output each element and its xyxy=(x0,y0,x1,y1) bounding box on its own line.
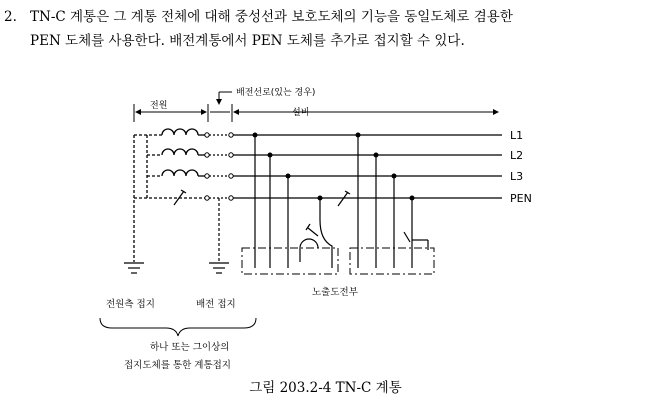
exposed-conductive-label: 노출도전부 xyxy=(312,287,358,298)
paragraph-line-2: PEN 도체를 사용한다. 배전계통에서 PEN 도체를 추가로 접지할 수 있다. xyxy=(30,33,465,49)
conductor-label-pen: PEN xyxy=(510,192,532,205)
earthing-note-line-2: 접지도체를 통한 계통접지 xyxy=(124,360,231,371)
dimension-lines xyxy=(134,92,498,122)
figure-caption: 그림 203.2-4 TN-C 계통 xyxy=(249,380,402,396)
junction-dots xyxy=(253,133,415,201)
conductor-label-l3: L3 xyxy=(510,170,524,183)
distribution-line-label: 배전선로(있는 경우) xyxy=(236,88,316,98)
equipment-label: 설비 xyxy=(292,108,310,118)
conductor-label-l2: L2 xyxy=(510,149,524,162)
terminals xyxy=(205,133,233,200)
conductor-wires xyxy=(134,129,502,262)
paragraph-line-1: TN-C 계통은 그 계통 전체에 대해 중성선과 보호도체의 기능을 동일도체로 겸용한 xyxy=(30,9,513,25)
source-label: 전원 xyxy=(150,101,168,111)
conductor-label-l1: L1 xyxy=(510,129,524,142)
earth-symbols xyxy=(124,263,229,273)
earthing-brace xyxy=(100,318,256,336)
distribution-earth-label: 배전 접지 xyxy=(196,299,236,310)
earthing-note-line-1: 하나 또는 그이상의 xyxy=(150,342,230,353)
paragraph-number: 2. xyxy=(4,9,17,25)
equipment-enclosures xyxy=(242,248,434,274)
source-earth-label: 전원측 접지 xyxy=(106,299,155,310)
